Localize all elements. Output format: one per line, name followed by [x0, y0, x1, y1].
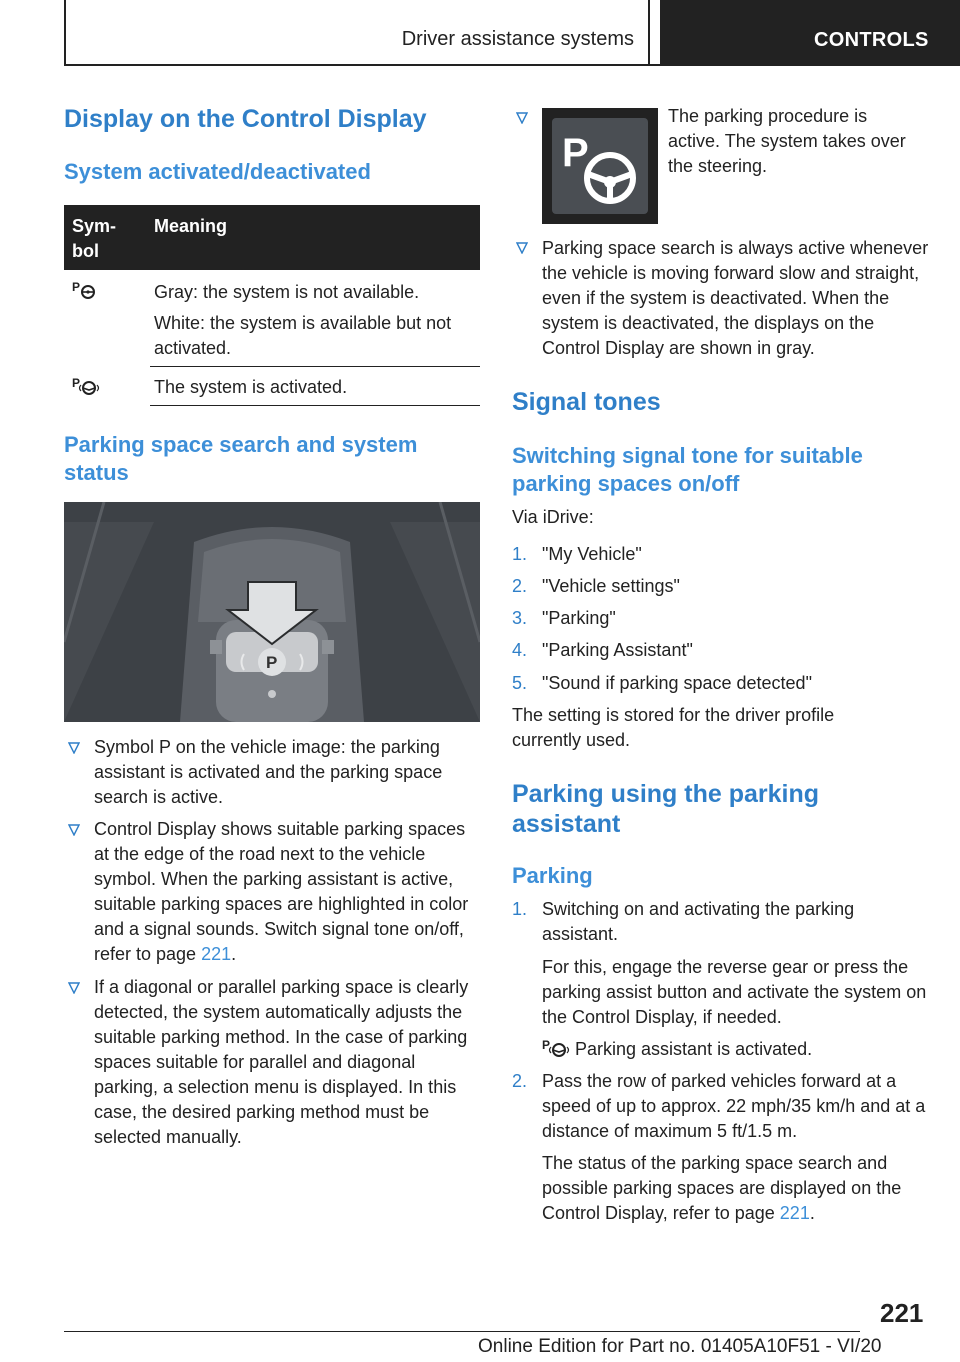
- bullet-triangle-icon: [68, 824, 80, 836]
- bullet-text: Control Display shows suitable parking spaces at the edge of the road next to the vehicle symbol. When the parking assistant is active, suitable parking spaces are highlighted in color and a signal sounds. Switch signal tone on/off, refer to page 221.: [94, 819, 469, 964]
- bullet-triangle-icon: [68, 982, 80, 994]
- table-row-2-line-1: The system is activated.: [154, 377, 348, 397]
- table-row-1-line-2: White: the system is available but not activated.: [154, 313, 452, 358]
- step-number: 3.: [512, 608, 528, 628]
- control-display-illustration: [64, 502, 480, 722]
- bullet-text: If a diagonal or parallel parking space is clearly detected, the system automatically adjusts the suitable parking method. In the case of parking spaces suitable for parallel and diagonal parking, a selection menu is displayed. In this case, the desired parking method must be selected manually.: [94, 977, 469, 1147]
- step-detail: For this, engage the reverse gear or press the parking assist button and activate the system on the Control Display, if needed.: [542, 957, 927, 1027]
- step-text: "Parking": [542, 608, 616, 628]
- parking-subheading: Parking: [512, 863, 593, 888]
- icon-caption: Parking assistant is activated.: [575, 1039, 813, 1059]
- step-text: Pass the row of parked vehicles forward at a speed of up to approx. 22 mph/35 km/h and at a distance of maximum 5 ft/1.5 m.: [542, 1071, 926, 1141]
- signal-tones-heading: Signal tones: [512, 388, 661, 416]
- step-number: 2.: [512, 1071, 528, 1091]
- bullet-triangle-icon: [516, 112, 528, 124]
- svg-text:P: P: [72, 376, 81, 390]
- page-number: 221: [880, 1298, 924, 1328]
- edition-text: Online Edition for Part no. 01405A10F51 - VI/20: [478, 1336, 882, 1357]
- parking-steering-icon: [542, 108, 658, 224]
- step-text: "Vehicle settings": [542, 576, 680, 596]
- table-col-symbol: Sym- bol: [72, 216, 117, 261]
- table-row-1-line-1: Gray: the system is not available.: [154, 282, 420, 302]
- page-ref-link[interactable]: 221: [201, 944, 232, 964]
- step-text: Switching on and activating the parking assistant.: [542, 899, 855, 944]
- svg-text:P: P: [542, 1038, 551, 1052]
- header-chapter-title: CONTROLS: [814, 29, 929, 51]
- search-status-heading: Parking space search and system status: [64, 432, 418, 485]
- header-section-box: [64, 0, 650, 64]
- page-title: Display on the Control Display: [64, 105, 427, 133]
- via-idrive-text: Via iDrive:: [512, 507, 594, 527]
- step-number: 1.: [512, 544, 528, 564]
- section-subtitle: System activated/deactivated: [64, 159, 371, 184]
- bullet-triangle-icon: [516, 242, 528, 254]
- parking-assistant-active-icon: [542, 1038, 570, 1060]
- bullet-text: Symbol P on the vehicle image: the parking assistant is activated and the parking space search is active.: [94, 737, 443, 807]
- signal-tone-subheading: Switching signal tone for suitable parking spaces on/off: [512, 443, 863, 496]
- svg-text:P: P: [562, 131, 589, 175]
- stored-text: The setting is stored for the driver profile currently used.: [512, 705, 835, 750]
- parking-assistant-active-icon: [72, 376, 100, 398]
- bullet-text: The parking procedure is active. The system takes over the steering.: [668, 106, 906, 176]
- svg-text:P: P: [266, 653, 278, 672]
- step-number: 4.: [512, 640, 528, 660]
- step-text: "Sound if parking space detected": [542, 673, 812, 693]
- parking-using-heading: Parking using the parking assistant: [512, 780, 819, 838]
- bullet-triangle-icon: [68, 742, 80, 754]
- svg-text:P: P: [72, 280, 81, 294]
- parking-assistant-icon: [72, 280, 98, 302]
- bullet-text: Parking space search is always active whenever the vehicle is moving forward slow and straight, even if the system is deactivated. When the system is deactivated, the displays on the Control Display are shown in gray.: [542, 238, 929, 358]
- table-row-divider: [150, 405, 480, 406]
- step-number: 2.: [512, 576, 528, 596]
- table-col-meaning: Meaning: [154, 216, 228, 236]
- table-row-divider: [150, 366, 480, 367]
- step-detail: The status of the parking space search and possible parking spaces are displayed on the Control Display, refer to page 221.: [542, 1153, 902, 1223]
- header-section-title: Driver assistance systems: [401, 28, 634, 50]
- header-rule: [64, 64, 960, 66]
- page-ref-link[interactable]: 221: [779, 1203, 810, 1223]
- header-chapter-box: [660, 0, 960, 64]
- step-number: 5.: [512, 673, 528, 693]
- step-text: "Parking Assistant": [542, 640, 693, 660]
- step-text: "My Vehicle": [542, 544, 642, 564]
- step-number: 1.: [512, 899, 528, 919]
- footer-rule: [64, 1331, 860, 1332]
- symbol-table-header: [64, 205, 480, 270]
